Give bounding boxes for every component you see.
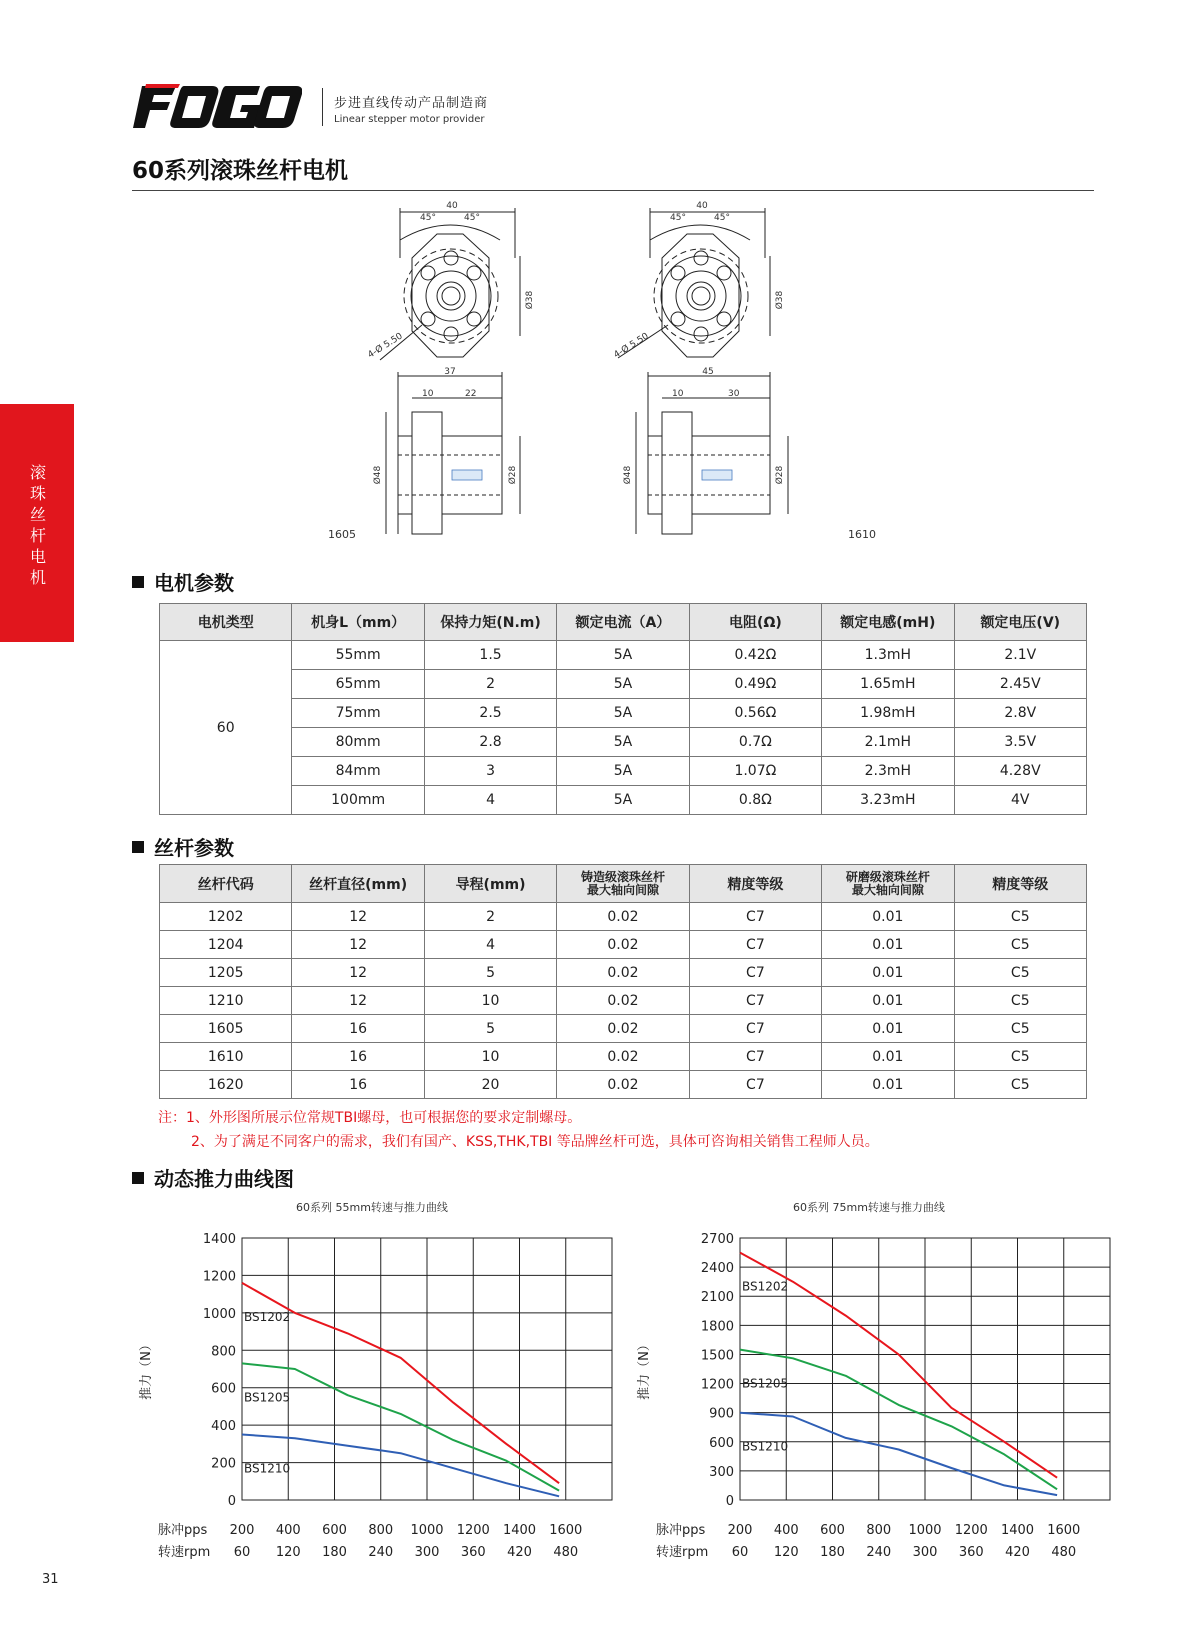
- tagline-cn: 步进直线传动产品制造商: [334, 96, 489, 111]
- x-tick-pps: 200: [229, 1523, 255, 1538]
- table-cell: 1.3mH: [822, 641, 954, 670]
- table-cell: 80mm: [292, 728, 424, 757]
- table-cell: 55mm: [292, 641, 424, 670]
- table-cell: 1205: [160, 959, 292, 987]
- table-cell: 0.02: [557, 1043, 689, 1071]
- series-line-bs1205: [740, 1350, 1057, 1490]
- table-cell: 0.8Ω: [689, 786, 821, 815]
- table-cell: 5A: [557, 786, 689, 815]
- col-header: 保持力矩(N.m): [424, 604, 556, 641]
- table-header-row: [160, 865, 1087, 903]
- x-tick-pps: 800: [866, 1523, 892, 1538]
- drawing-label-left: 1605: [328, 528, 356, 541]
- x-tick-rpm: 420: [507, 1545, 532, 1560]
- table-cell: 2.3mH: [822, 757, 954, 786]
- y-tick-label: 1200: [700, 1377, 734, 1393]
- dim-right-d48: Ø48: [623, 465, 633, 485]
- x-tick-pps: 1000: [410, 1523, 444, 1538]
- drawing-svg: [360, 200, 840, 580]
- table-row: [160, 757, 1087, 786]
- bullet-square: [132, 1172, 144, 1184]
- col-header: 精度等级: [689, 865, 821, 903]
- col-header: 额定电感(mH): [822, 604, 954, 641]
- table-cell: C7: [689, 903, 821, 931]
- x-tick-rpm: 300: [414, 1545, 440, 1560]
- table-cell: C5: [954, 987, 1086, 1015]
- table-cell: 0.01: [822, 959, 954, 987]
- table-cell: 12: [292, 903, 424, 931]
- table-cell: 5A: [557, 757, 689, 786]
- x-tick-pps: 400: [773, 1523, 799, 1538]
- table-cell: 0.01: [822, 1015, 954, 1043]
- table-cell: 1610: [160, 1043, 292, 1071]
- table-cell: 1.98mH: [822, 699, 954, 728]
- table-cell: 20: [424, 1071, 556, 1099]
- table-cell: 100mm: [292, 786, 424, 815]
- table-cell: 2.5: [424, 699, 556, 728]
- table-cell: 5: [424, 959, 556, 987]
- col-header: 电机类型: [160, 604, 292, 641]
- table-cell: 16: [292, 1043, 424, 1071]
- table-cell: 0.49Ω: [689, 670, 821, 699]
- x-axis-caption-pps: 脉冲pps: [656, 1523, 706, 1538]
- x-tick-rpm: 180: [820, 1545, 845, 1560]
- dim-right-angle1: 45°: [670, 213, 686, 223]
- x-tick-rpm: 480: [553, 1545, 579, 1560]
- table-row: [160, 959, 1087, 987]
- x-tick-rpm: 120: [773, 1545, 799, 1560]
- table-cell: C7: [689, 1015, 821, 1043]
- chart-2-title: 60系列 75mm转速与推力曲线: [793, 1201, 945, 1214]
- note-line-1: 注：1、外形图所展示位常规TBI螺母，也可根据您的要求定制螺母。: [158, 1110, 582, 1126]
- curve-section-title: [132, 1163, 294, 1192]
- dim-left-len: 37: [444, 367, 456, 377]
- dim-left-d28: Ø28: [508, 465, 518, 485]
- dim-right-d28: Ø28: [775, 465, 785, 485]
- motor-section-title-text: 电机参数: [154, 571, 234, 595]
- x-tick-pps: 1200: [456, 1523, 490, 1538]
- x-tick-rpm: 300: [912, 1545, 938, 1560]
- x-tick-pps: 600: [322, 1523, 347, 1538]
- y-tick-label: 600: [211, 1381, 236, 1397]
- x-tick-pps: 1600: [549, 1523, 583, 1538]
- y-tick-label: 1200: [202, 1269, 236, 1285]
- table-cell: C5: [954, 931, 1086, 959]
- title-rule: [132, 190, 1094, 191]
- bullet-square: [132, 841, 144, 853]
- table-body: [160, 641, 1087, 815]
- table-cell: 65mm: [292, 670, 424, 699]
- dim-left-flange: 10: [422, 389, 434, 399]
- dim-right-angle2: 45°: [714, 213, 730, 223]
- y-tick-label: 800: [211, 1344, 236, 1360]
- table-cell: 10: [424, 1043, 556, 1071]
- table-cell: 1620: [160, 1071, 292, 1099]
- y-tick-label: 300: [709, 1464, 734, 1480]
- table-row: [160, 641, 1087, 670]
- y-tick-label: 600: [709, 1435, 734, 1451]
- col-header: 机身L（mm）: [292, 604, 424, 641]
- table-cell: 16: [292, 1071, 424, 1099]
- table-row: [160, 670, 1087, 699]
- x-tick-rpm: 360: [958, 1545, 984, 1560]
- x-tick-rpm: 240: [866, 1545, 892, 1560]
- motor-params-table: [159, 603, 1087, 815]
- table-cell: 0.02: [557, 931, 689, 959]
- table-cell: 4V: [954, 786, 1086, 815]
- table-cell: 4: [424, 786, 556, 815]
- table-cell: 12: [292, 987, 424, 1015]
- table-cell: 12: [292, 959, 424, 987]
- curve-section-title-text: 动态推力曲线图: [154, 1167, 294, 1191]
- table-cell: 4: [424, 931, 556, 959]
- table-cell: 1605: [160, 1015, 292, 1043]
- table-row: [160, 728, 1087, 757]
- series-line-bs1210: [740, 1413, 1057, 1495]
- col-header: 精度等级: [954, 865, 1086, 903]
- table-cell: 3: [424, 757, 556, 786]
- screw-params-table: [159, 864, 1087, 1099]
- dim-left-40: 40: [446, 201, 458, 211]
- table-cell: 2.8: [424, 728, 556, 757]
- table-cell: 5A: [557, 670, 689, 699]
- x-tick-pps: 1600: [1047, 1523, 1081, 1538]
- y-tick-label: 1400: [202, 1232, 236, 1247]
- x-tick-rpm: 60: [731, 1545, 749, 1560]
- col-header: 导程(mm): [424, 865, 556, 903]
- col-header: 研磨级滚珠丝杆 最大轴向间隙: [822, 865, 954, 903]
- dim-left-d48: Ø48: [373, 465, 383, 485]
- table-row: [160, 699, 1087, 728]
- dim-right-flange: 10: [672, 389, 684, 399]
- x-axis-caption-rpm: 转速rpm: [158, 1545, 211, 1560]
- col-header: 丝杆代码: [160, 865, 292, 903]
- x-tick-pps: 1200: [954, 1523, 988, 1538]
- col-header: 丝杆直径(mm): [292, 865, 424, 903]
- y-tick-label: 400: [211, 1419, 236, 1435]
- table-cell: 3.23mH: [822, 786, 954, 815]
- y-tick-label: 1500: [700, 1348, 734, 1364]
- technical-drawings: [328, 200, 876, 580]
- x-tick-rpm: 240: [368, 1545, 394, 1560]
- table-header-row: [160, 604, 1087, 641]
- x-tick-pps: 800: [368, 1523, 394, 1538]
- y-tick-label: 200: [211, 1456, 236, 1472]
- dim-left-angle1: 45°: [420, 213, 436, 223]
- table-row: [160, 1015, 1087, 1043]
- drawing-label-right: 1610: [848, 528, 876, 541]
- table-cell: 2: [424, 903, 556, 931]
- table-cell: 0.02: [557, 1015, 689, 1043]
- screw-section-title-text: 丝杆参数: [154, 836, 234, 860]
- table-cell: 10: [424, 987, 556, 1015]
- x-tick-pps: 1400: [1000, 1523, 1035, 1538]
- table-cell: 0.02: [557, 987, 689, 1015]
- col-header: 额定电流（A）: [557, 604, 689, 641]
- table-cell: 1210: [160, 987, 292, 1015]
- table-cell: 0.01: [822, 1043, 954, 1071]
- x-axis-caption-pps: 脉冲pps: [158, 1523, 208, 1538]
- table-cell: 2.1V: [954, 641, 1086, 670]
- table-row: [160, 786, 1087, 815]
- page-number: 31: [42, 1572, 59, 1587]
- table-cell: C5: [954, 1071, 1086, 1099]
- table-cell: C5: [954, 959, 1086, 987]
- screw-section-title: [132, 832, 234, 861]
- table-cell: C7: [689, 1071, 821, 1099]
- table-row: [160, 1071, 1087, 1099]
- table-cell: 1204: [160, 931, 292, 959]
- series-label-bs1210: BS1210: [244, 1461, 291, 1476]
- table-cell: 75mm: [292, 699, 424, 728]
- x-tick-rpm: 360: [460, 1545, 486, 1560]
- table-cell: 5A: [557, 641, 689, 670]
- table-cell: 1.07Ω: [689, 757, 821, 786]
- thrust-chart-75mm: [630, 1220, 1130, 1560]
- col-header: 铸造级滚珠丝杆 最大轴向间隙: [557, 865, 689, 903]
- dim-left-holes: 4-Ø 5.50: [366, 331, 405, 361]
- col-header: 额定电压(V): [954, 604, 1086, 641]
- table-cell: 16: [292, 1015, 424, 1043]
- col-header: 电阻(Ω): [689, 604, 821, 641]
- x-tick-pps: 1000: [908, 1523, 942, 1538]
- table-cell: C5: [954, 1043, 1086, 1071]
- x-tick-rpm: 420: [1005, 1545, 1030, 1560]
- page-title: 60系列滚珠丝杆电机: [132, 158, 349, 184]
- x-tick-pps: 200: [727, 1523, 753, 1538]
- series-label-bs1202: BS1202: [742, 1279, 789, 1294]
- dim-left-d38: Ø38: [525, 290, 535, 310]
- y-tick-label: 0: [227, 1494, 236, 1509]
- x-tick-pps: 1400: [502, 1523, 537, 1538]
- table-cell: C7: [689, 959, 821, 987]
- table-cell: 5: [424, 1015, 556, 1043]
- x-tick-rpm: 480: [1051, 1545, 1077, 1560]
- table-cell: 2: [424, 670, 556, 699]
- table-row: [160, 931, 1087, 959]
- table-cell: 12: [292, 931, 424, 959]
- logo-divider: [322, 88, 323, 126]
- x-tick-rpm: 120: [275, 1545, 301, 1560]
- series-label-bs1205: BS1205: [244, 1390, 291, 1405]
- fogo-logo: [132, 82, 302, 132]
- series-label-bs1205: BS1205: [742, 1376, 789, 1391]
- table-cell: 0.7Ω: [689, 728, 821, 757]
- x-tick-pps: 400: [275, 1523, 301, 1538]
- thrust-chart-55mm: [132, 1220, 632, 1560]
- series-label-bs1202: BS1202: [244, 1309, 291, 1324]
- table-cell: 0.56Ω: [689, 699, 821, 728]
- y-axis-label: 推力（N）: [637, 1338, 652, 1400]
- dim-left-body: 22: [465, 389, 477, 399]
- dim-right-len: 45: [702, 367, 714, 377]
- table-body: [160, 903, 1087, 1099]
- table-row: [160, 903, 1087, 931]
- bullet-square: [132, 576, 144, 588]
- x-axis-caption-rpm: 转速rpm: [656, 1545, 709, 1560]
- table-cell: 0.02: [557, 959, 689, 987]
- table-cell: 2.8V: [954, 699, 1086, 728]
- y-tick-label: 0: [725, 1494, 734, 1509]
- y-tick-label: 2400: [700, 1261, 734, 1277]
- motor-type-cell: 60: [160, 641, 292, 815]
- table-cell: 2.45V: [954, 670, 1086, 699]
- table-cell: 5A: [557, 699, 689, 728]
- y-tick-label: 900: [709, 1406, 734, 1422]
- dim-right-d38: Ø38: [775, 290, 785, 310]
- table-cell: 0.02: [557, 1071, 689, 1099]
- table-cell: C7: [689, 931, 821, 959]
- motor-section-title: [132, 567, 234, 596]
- table-cell: 3.5V: [954, 728, 1086, 757]
- table-cell: 0.02: [557, 903, 689, 931]
- table-cell: C7: [689, 987, 821, 1015]
- x-tick-pps: 600: [820, 1523, 845, 1538]
- y-tick-label: 1800: [700, 1319, 734, 1335]
- table-cell: 0.01: [822, 1071, 954, 1099]
- table-row: [160, 1043, 1087, 1071]
- table-cell: 0.42Ω: [689, 641, 821, 670]
- chart-1-title: 60系列 55mm转速与推力曲线: [296, 1201, 448, 1214]
- dim-right-holes: 4-Ø 5.50: [612, 331, 651, 361]
- table-cell: 2.1mH: [822, 728, 954, 757]
- table-cell: 1202: [160, 903, 292, 931]
- dim-right-40: 40: [696, 201, 708, 211]
- side-tab-label: 滚珠丝杆电机: [29, 463, 46, 587]
- table-cell: 5A: [557, 728, 689, 757]
- table-cell: 0.01: [822, 987, 954, 1015]
- x-tick-rpm: 180: [322, 1545, 347, 1560]
- table-cell: 0.01: [822, 903, 954, 931]
- x-tick-rpm: 60: [233, 1545, 251, 1560]
- table-cell: C5: [954, 903, 1086, 931]
- y-axis-label: 推力（N）: [139, 1338, 154, 1400]
- y-tick-label: 1000: [202, 1306, 236, 1322]
- y-tick-label: 2100: [700, 1290, 734, 1306]
- table-cell: 1.5: [424, 641, 556, 670]
- table-cell: 84mm: [292, 757, 424, 786]
- dim-left-angle2: 45°: [464, 213, 480, 223]
- series-label-bs1210: BS1210: [742, 1439, 789, 1454]
- table-cell: 0.01: [822, 931, 954, 959]
- table-cell: C7: [689, 1043, 821, 1071]
- table-cell: 4.28V: [954, 757, 1086, 786]
- y-tick-label: 2700: [700, 1232, 734, 1247]
- note-line-2: 2、为了满足不同客户的需求，我们有国产、KSS,THK,TBI 等品牌丝杆可选，具体可咨询相关销售工程师人员。: [191, 1134, 879, 1150]
- table-cell: 1.65mH: [822, 670, 954, 699]
- table-cell: C5: [954, 1015, 1086, 1043]
- table-row: [160, 987, 1087, 1015]
- dim-right-body: 30: [728, 389, 740, 399]
- tagline-en: Linear stepper motor provider: [334, 114, 485, 125]
